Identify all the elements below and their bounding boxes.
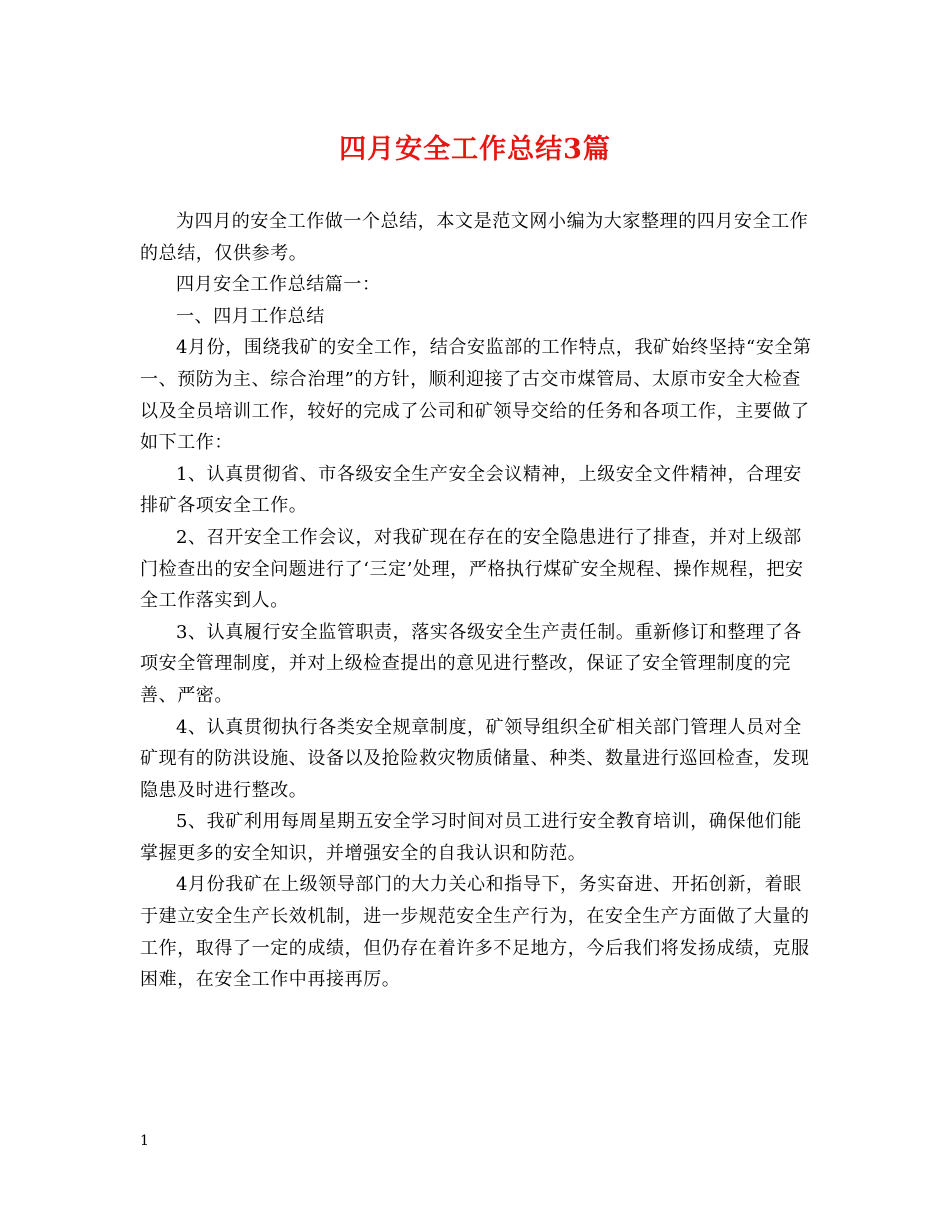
document-body [140,206,815,996]
paragraph-section-heading: 四月安全工作总结篇一： [176,274,381,296]
paragraph-overview: 4月份，围绕我矿的安全工作，结合安监部的工作特点，我矿始终坚持“安全第一、预防为主、综合治理”的方针，顺利迎接了古交市煤管局、太原市安全大检查以及全员培训工作，较好的完成了公司和矿领导交给的任务和各项工作，主要做了如下工作： [140,337,812,454]
paragraph-item-1: 1、认真贯彻省、市各级安全生产安全会议精神，上级安全文件精神，合理安排矿各项安全工作。 [140,463,802,517]
paragraph-item-3: 3、认真履行安全监管职责，落实各级安全生产责任制。重新修订和整理了各项安全管理制度，并对上级检查提出的意见进行整改，保证了安全管理制度的完善、严密。 [140,621,802,706]
paragraph-item-5: 5、我矿利用每周星期五安全学习时间对员工进行安全教育培训，确保他们能掌握更多的安全知识，并增强安全的自我认识和防范。 [140,811,802,864]
paragraph-subheading: 一、四月工作总结 [176,305,325,327]
page-number: 1 [140,1133,149,1149]
document-title: 四月安全工作总结3篇 [339,134,611,165]
paragraph-item-2: 2、召开安全工作会议，对我矿现在存在的安全隐患进行了排查，并对上级部门检查出的安全问题进行了‘三定’处理，严格执行煤矿安全规程、操作规程，把安全工作落实到人。 [140,526,804,612]
paragraph-conclusion: 4月份我矿在上级领导部门的大力关心和指导下，务实奋进、开拓创新，着眼于建立安全生产长效机制，进一步规范安全生产行为，在安全生产方面做了大量的工作，取得了一定的成绩，但仍存在着许多不足地方，今后我们将发扬成绩，克服困难，在安全工作中再接再厉。 [140,874,810,991]
paragraph-intro: 为四月的安全工作做一个总结，本文是范文网小编为大家整理的四月安全工作的总结，仅供参考。 [140,211,809,264]
paragraph-item-4: 4、认真贯彻执行各类安全规章制度，矿领导组织全矿相关部门管理人员对全矿现有的防洪设施、设备以及抢险救灾物质储量、种类、数量进行巡回检查，发现隐患及时进行整改。 [140,716,810,801]
